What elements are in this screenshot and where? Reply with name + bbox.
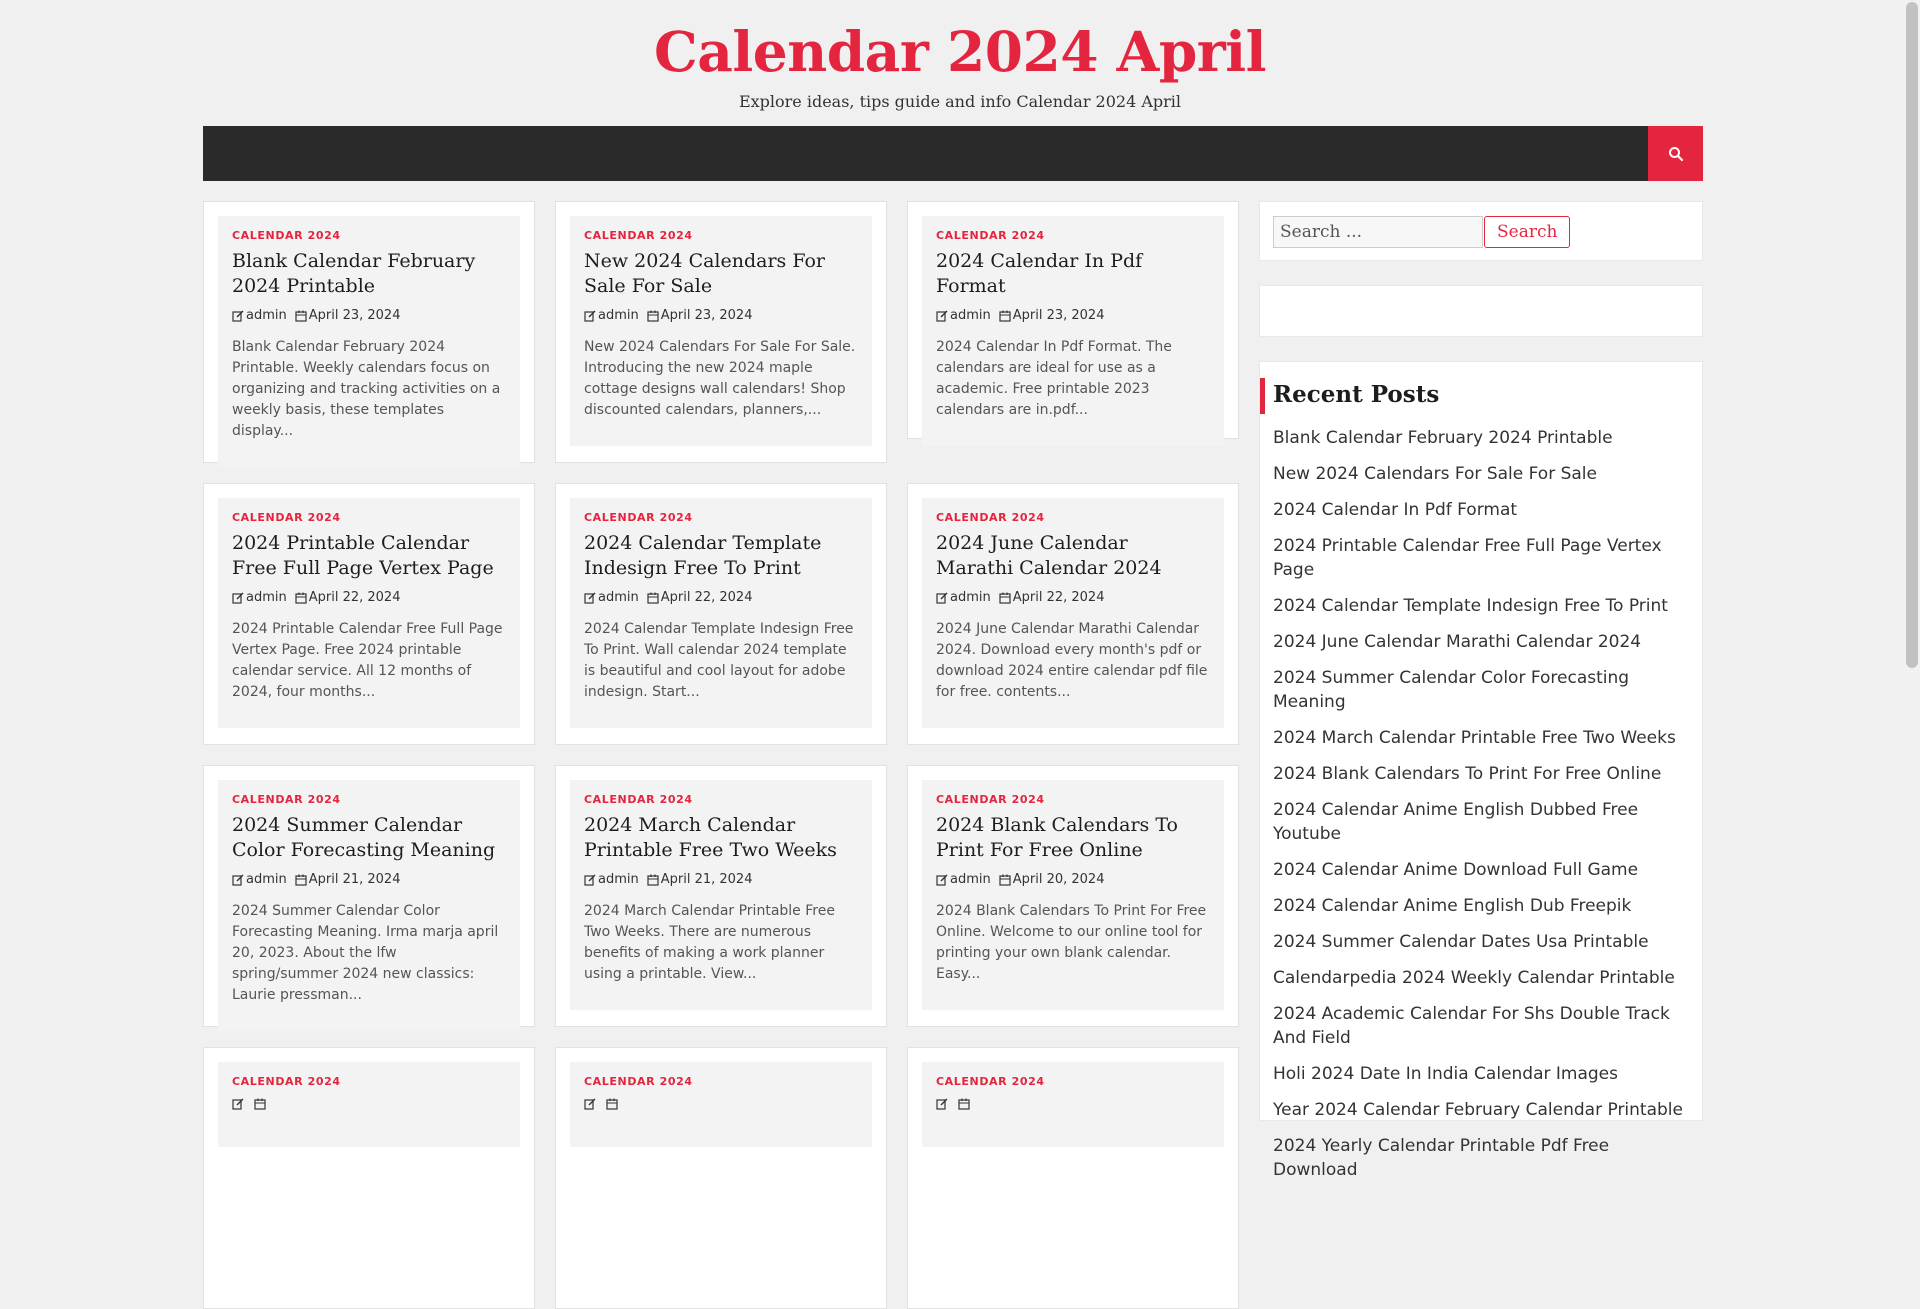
post-card [555, 201, 887, 463]
recent-post-link[interactable]: 2024 Calendar Anime English Dub Freepik [1273, 896, 1632, 916]
post-title-link[interactable]: 2024 March Calendar Printable Free Two Weeks [584, 814, 837, 861]
site-header [0, 0, 1920, 126]
post-category-link[interactable]: CALENDAR 2024 [936, 793, 1045, 806]
post-category-link[interactable]: CALENDAR 2024 [936, 229, 1045, 242]
post-date[interactable] [295, 307, 401, 325]
post-author[interactable] [936, 1098, 950, 1110]
calendar-icon [999, 874, 1011, 886]
calendar-icon [254, 1098, 266, 1110]
edit-icon [232, 1098, 244, 1110]
post-author-name: admin [246, 590, 287, 605]
calendar-icon [647, 874, 659, 886]
post-excerpt: 2024 Calendar Template Indesign Free To Print. Wall calendar 2024 template is beautiful and cool layout for adobe indesign. Start... [584, 621, 854, 700]
post-meta [584, 589, 858, 607]
post-card-body [922, 498, 1224, 728]
post-category-link[interactable]: CALENDAR 2024 [584, 229, 693, 242]
post-meta [232, 307, 506, 325]
post-author[interactable] [584, 871, 639, 889]
post-excerpt: 2024 Printable Calendar Free Full Page Vertex Page. Free 2024 printable calendar service. All 12 months of 2024, four months... [232, 621, 503, 700]
post-date-text: April 20, 2024 [1012, 872, 1105, 887]
post-date[interactable] [295, 871, 401, 889]
post-card [555, 483, 887, 745]
recent-posts-list [1273, 426, 1689, 1182]
recent-post-link[interactable]: 2024 Summer Calendar Dates Usa Printable [1273, 932, 1649, 952]
post-excerpt: Blank Calendar February 2024 Printable. Weekly calendars focus on organizing and tracking activities on a weekly basis, these templates display... [232, 339, 501, 439]
post-date[interactable] [999, 589, 1105, 607]
site-title[interactable]: Calendar 2024 April [653, 19, 1267, 84]
post-card [907, 765, 1239, 1027]
post-excerpt: 2024 Summer Calendar Color Forecasting Meaning. Irma marja april 20, 2023. About the lfw spring/summer 2024 new classics: Laurie pressman... [232, 903, 499, 1003]
search-widget [1259, 201, 1703, 261]
post-meta [232, 1098, 506, 1110]
nav-search-button[interactable] [1648, 126, 1703, 181]
post-author[interactable] [232, 871, 287, 889]
edit-icon [584, 310, 596, 322]
post-author-name: admin [246, 872, 287, 887]
post-card [203, 201, 535, 463]
post-date-text: April 22, 2024 [1012, 590, 1105, 605]
post-date[interactable] [999, 871, 1105, 889]
page-scrollbar[interactable] [1904, 0, 1920, 1080]
post-meta [232, 871, 506, 889]
calendar-icon [647, 310, 659, 322]
edit-icon [584, 1098, 596, 1110]
post-category-link[interactable]: CALENDAR 2024 [232, 511, 341, 524]
post-category-link[interactable]: CALENDAR 2024 [584, 511, 693, 524]
recent-post-link[interactable]: Year 2024 Calendar February Calendar Printable [1273, 1100, 1683, 1120]
edit-icon [232, 592, 244, 604]
post-card [203, 483, 535, 745]
post-title-link[interactable]: 2024 June Calendar Marathi Calendar 2024 [936, 532, 1162, 579]
post-card [907, 1047, 1239, 1309]
post-date-text: April 23, 2024 [308, 308, 401, 323]
edit-icon [232, 310, 244, 322]
post-author[interactable] [584, 307, 639, 325]
post-card-body [922, 780, 1224, 1010]
post-card-body [218, 1062, 520, 1147]
post-author-name: admin [246, 308, 287, 323]
post-card [907, 201, 1239, 439]
post-author[interactable] [584, 589, 639, 607]
post-card-body [922, 1062, 1224, 1147]
post-author-name: admin [950, 872, 991, 887]
recent-post-link[interactable]: Blank Calendar February 2024 Printable [1273, 428, 1613, 448]
post-author-name: admin [950, 308, 991, 323]
post-category-link[interactable]: CALENDAR 2024 [232, 1075, 341, 1088]
post-date-text: April 21, 2024 [308, 872, 401, 887]
post-title-link[interactable]: 2024 Printable Calendar Free Full Page Vertex Page [232, 532, 494, 579]
post-excerpt: New 2024 Calendars For Sale For Sale. Introducing the new 2024 maple cottage designs wall calendars! Shop discounted calendars, planners,... [584, 339, 856, 418]
sidebar [1259, 201, 1703, 1180]
main-navbar [203, 126, 1703, 181]
post-card-body [218, 780, 520, 1031]
post-date[interactable] [647, 589, 753, 607]
recent-post-link[interactable]: Holi 2024 Date In India Calendar Images [1273, 1064, 1618, 1084]
post-author[interactable] [936, 307, 991, 325]
recent-post-link[interactable]: 2024 Calendar Anime English Dubbed Free Youtube [1273, 800, 1639, 844]
post-meta [936, 871, 1210, 889]
post-title-link[interactable]: New 2024 Calendars For Sale For Sale [584, 250, 826, 297]
post-category-link[interactable]: CALENDAR 2024 [232, 793, 341, 806]
post-date[interactable] [295, 589, 401, 607]
edit-icon [936, 1098, 948, 1110]
recent-post-link[interactable]: 2024 Printable Calendar Free Full Page Vertex Page [1273, 536, 1662, 580]
post-category-link[interactable]: CALENDAR 2024 [936, 1075, 1045, 1088]
post-date-text: April 22, 2024 [660, 590, 753, 605]
post-date[interactable] [254, 1098, 268, 1110]
post-date-text: April 21, 2024 [660, 872, 753, 887]
edit-icon [936, 592, 948, 604]
post-author[interactable] [232, 1098, 246, 1110]
post-date-text: April 22, 2024 [308, 590, 401, 605]
recent-post-link[interactable]: 2024 Blank Calendars To Print For Free Online [1273, 764, 1662, 784]
post-title-link[interactable]: 2024 Summer Calendar Color Forecasting Meaning [232, 814, 496, 861]
edit-icon [584, 592, 596, 604]
post-excerpt: 2024 Calendar In Pdf Format. The calendars are ideal for use as a academic. Free printable 2023 calendars are in.pdf... [936, 339, 1172, 418]
post-excerpt: 2024 March Calendar Printable Free Two Weeks. There are numerous benefits of making a work planner using a printable. View... [584, 903, 835, 982]
post-card-body [570, 780, 872, 1010]
post-author[interactable] [584, 1098, 598, 1110]
post-card [555, 765, 887, 1027]
post-meta [936, 589, 1210, 607]
post-date[interactable] [647, 307, 753, 325]
recent-post-link[interactable]: New 2024 Calendars For Sale For Sale [1273, 464, 1597, 484]
recent-posts-widget [1259, 361, 1703, 1180]
post-card [555, 1047, 887, 1309]
post-author[interactable] [936, 589, 991, 607]
post-category-link[interactable]: CALENDAR 2024 [584, 793, 693, 806]
post-meta [584, 1098, 858, 1110]
post-meta [584, 307, 858, 325]
post-card [203, 1047, 535, 1309]
post-date-text: April 23, 2024 [1012, 308, 1105, 323]
post-excerpt: 2024 Blank Calendars To Print For Free Online. Welcome to our online tool for printing your own blank calendar. Easy... [936, 903, 1207, 982]
post-author-name: admin [598, 308, 639, 323]
recent-post-link[interactable]: 2024 March Calendar Printable Free Two Weeks [1273, 728, 1676, 748]
recent-post-link[interactable]: 2024 Calendar Template Indesign Free To Print [1273, 596, 1668, 616]
edit-icon [584, 874, 596, 886]
post-category-link[interactable]: CALENDAR 2024 [584, 1075, 693, 1088]
edit-icon [232, 874, 244, 886]
empty-widget [1259, 285, 1703, 337]
post-card-body [570, 1062, 872, 1147]
search-input[interactable] [1273, 216, 1483, 248]
post-date[interactable] [606, 1098, 620, 1110]
recent-post-link[interactable]: Calendarpedia 2024 Weekly Calendar Printable [1273, 968, 1675, 988]
recent-posts-title: Recent Posts [1273, 380, 1689, 410]
post-author-name: admin [950, 590, 991, 605]
calendar-icon [295, 310, 307, 322]
post-card [203, 765, 535, 1027]
recent-post-link[interactable]: 2024 June Calendar Marathi Calendar 2024 [1273, 632, 1642, 652]
post-meta [584, 871, 858, 889]
post-card-body [570, 216, 872, 446]
post-date[interactable] [958, 1098, 972, 1110]
post-author[interactable] [232, 307, 287, 325]
post-card-body [922, 216, 1224, 446]
scrollbar-thumb[interactable] [1906, 2, 1918, 668]
post-title-link[interactable]: 2024 Calendar Template Indesign Free To Print [584, 532, 822, 579]
post-author-name: admin [598, 872, 639, 887]
search-button[interactable]: Search [1484, 216, 1570, 248]
recent-post-link[interactable]: 2024 Academic Calendar For Shs Double Track And Field [1273, 1004, 1670, 1048]
recent-post-link[interactable]: 2024 Calendar In Pdf Format [1273, 500, 1518, 520]
post-card-body [218, 498, 520, 728]
calendar-icon [295, 874, 307, 886]
calendar-icon [999, 592, 1011, 604]
post-meta [936, 307, 1210, 325]
search-icon [1668, 146, 1684, 162]
calendar-icon [999, 310, 1011, 322]
post-category-link[interactable]: CALENDAR 2024 [936, 511, 1045, 524]
post-date-text: April 23, 2024 [660, 308, 753, 323]
post-excerpt: 2024 June Calendar Marathi Calendar 2024. Download every month's pdf or download 2024 entire calendar pdf file for free. contents... [936, 621, 1208, 700]
post-card-body [570, 498, 872, 728]
post-card [907, 483, 1239, 745]
post-meta [936, 1098, 1210, 1110]
recent-post-link[interactable]: 2024 Calendar Anime Download Full Game [1273, 860, 1639, 880]
post-category-link[interactable]: CALENDAR 2024 [232, 229, 341, 242]
edit-icon [936, 310, 948, 322]
post-title-link[interactable]: Blank Calendar February 2024 Printable [232, 250, 476, 297]
post-author[interactable] [936, 871, 991, 889]
post-title-link[interactable]: 2024 Blank Calendars To Print For Free Online [936, 814, 1178, 861]
recent-post-link[interactable]: 2024 Yearly Calendar Printable Pdf Free Download [1273, 1136, 1610, 1180]
post-author[interactable] [232, 589, 287, 607]
site-description: Explore ideas, tips guide and info Calendar 2024 April [738, 92, 1182, 111]
post-card-body [218, 216, 520, 467]
calendar-icon [606, 1098, 618, 1110]
calendar-icon [958, 1098, 970, 1110]
calendar-icon [647, 592, 659, 604]
recent-post-link[interactable]: 2024 Summer Calendar Color Forecasting Meaning [1273, 668, 1630, 712]
edit-icon [936, 874, 948, 886]
post-author-name: admin [598, 590, 639, 605]
calendar-icon [295, 592, 307, 604]
post-meta [232, 589, 506, 607]
post-date[interactable] [999, 307, 1105, 325]
post-date[interactable] [647, 871, 753, 889]
post-title-link[interactable]: 2024 Calendar In Pdf Format [936, 250, 1143, 297]
